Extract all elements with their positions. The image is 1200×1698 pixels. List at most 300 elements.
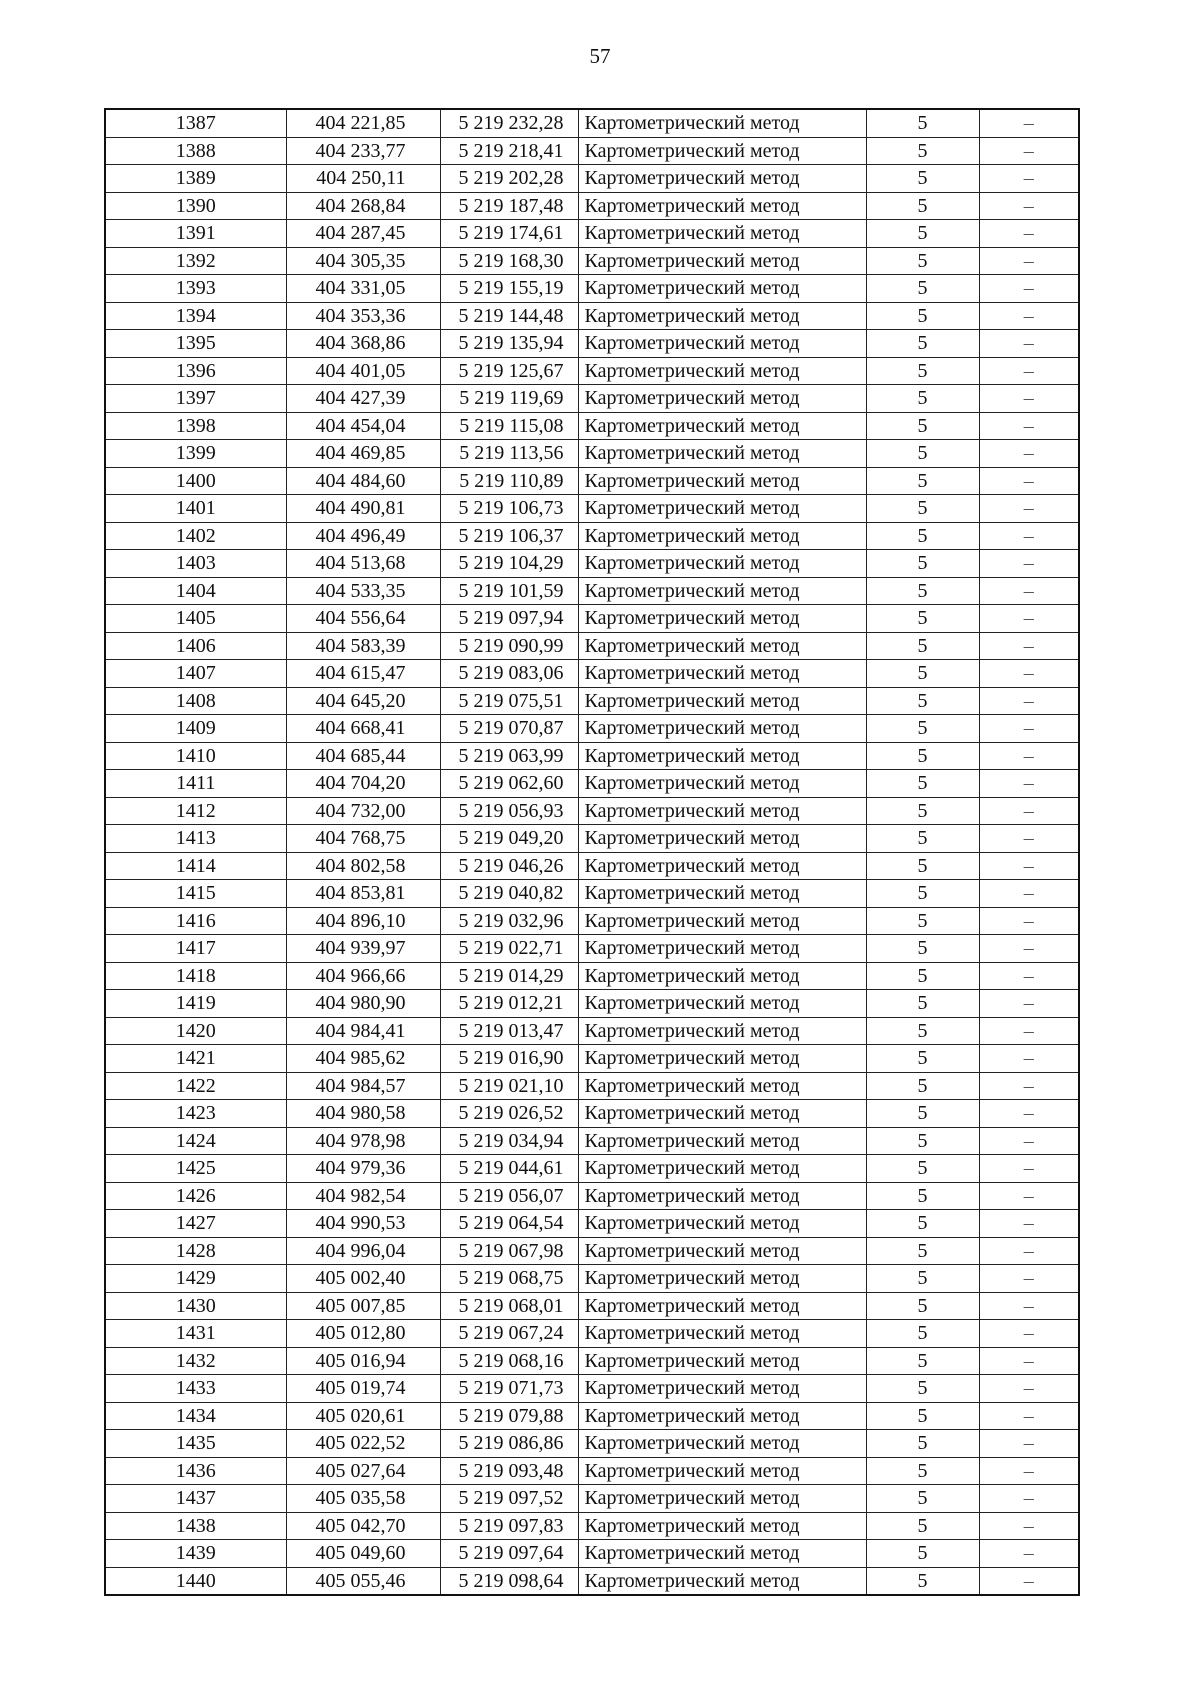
table-row	[105, 109, 1079, 137]
x-coordinate-cell: 404 990,53	[286, 1210, 440, 1238]
y-coordinate-cell: 5 219 098,64	[440, 1567, 578, 1595]
accuracy-cell: 5	[866, 550, 979, 578]
method-cell: Картометрический метод	[578, 385, 866, 413]
method-cell: Картометрический метод	[578, 660, 866, 688]
note-cell: –	[979, 1045, 1079, 1073]
method-cell: Картометрический метод	[578, 1292, 866, 1320]
x-coordinate-cell: 404 490,81	[286, 495, 440, 523]
y-coordinate-cell: 5 219 101,59	[440, 577, 578, 605]
note-cell: –	[979, 852, 1079, 880]
table-row	[105, 1540, 1079, 1568]
note-cell: –	[979, 1072, 1079, 1100]
note-cell: –	[979, 412, 1079, 440]
table-row	[105, 1485, 1079, 1513]
x-coordinate-cell: 404 939,97	[286, 935, 440, 963]
accuracy-cell: 5	[866, 907, 979, 935]
accuracy-cell: 5	[866, 632, 979, 660]
method-cell: Картометрический метод	[578, 1127, 866, 1155]
method-cell: Картометрический метод	[578, 880, 866, 908]
method-cell: Картометрический метод	[578, 1457, 866, 1485]
x-coordinate-cell: 404 982,54	[286, 1182, 440, 1210]
x-coordinate-cell: 404 704,20	[286, 770, 440, 798]
x-coordinate-cell: 405 012,80	[286, 1320, 440, 1348]
note-cell: –	[979, 687, 1079, 715]
method-cell: Картометрический метод	[578, 1210, 866, 1238]
x-coordinate-cell: 405 007,85	[286, 1292, 440, 1320]
method-cell: Картометрический метод	[578, 687, 866, 715]
point-number-cell: 1440	[105, 1567, 286, 1595]
coordinates-table	[104, 108, 1080, 1596]
point-number-cell: 1430	[105, 1292, 286, 1320]
x-coordinate-cell: 404 985,62	[286, 1045, 440, 1073]
note-cell: –	[979, 1567, 1079, 1595]
y-coordinate-cell: 5 219 062,60	[440, 770, 578, 798]
table-row	[105, 275, 1079, 303]
y-coordinate-cell: 5 219 093,48	[440, 1457, 578, 1485]
y-coordinate-cell: 5 219 097,83	[440, 1512, 578, 1540]
note-cell: –	[979, 1375, 1079, 1403]
method-cell: Картометрический метод	[578, 1045, 866, 1073]
accuracy-cell: 5	[866, 467, 979, 495]
y-coordinate-cell: 5 219 097,64	[440, 1540, 578, 1568]
accuracy-cell: 5	[866, 1512, 979, 1540]
point-number-cell: 1405	[105, 605, 286, 633]
x-coordinate-cell: 405 019,74	[286, 1375, 440, 1403]
x-coordinate-cell: 404 802,58	[286, 852, 440, 880]
x-coordinate-cell: 405 016,94	[286, 1347, 440, 1375]
method-cell: Картометрический метод	[578, 577, 866, 605]
note-cell: –	[979, 385, 1079, 413]
x-coordinate-cell: 404 768,75	[286, 825, 440, 853]
note-cell: –	[979, 522, 1079, 550]
table-row	[105, 357, 1079, 385]
note-cell: –	[979, 825, 1079, 853]
y-coordinate-cell: 5 219 125,67	[440, 357, 578, 385]
table-row	[105, 1402, 1079, 1430]
note-cell: –	[979, 797, 1079, 825]
note-cell: –	[979, 1512, 1079, 1540]
x-coordinate-cell: 404 287,45	[286, 220, 440, 248]
note-cell: –	[979, 605, 1079, 633]
y-coordinate-cell: 5 219 034,94	[440, 1127, 578, 1155]
method-cell: Картометрический метод	[578, 1017, 866, 1045]
accuracy-cell: 5	[866, 687, 979, 715]
table-row	[105, 1292, 1079, 1320]
note-cell: –	[979, 1182, 1079, 1210]
accuracy-cell: 5	[866, 192, 979, 220]
method-cell: Картометрический метод	[578, 1485, 866, 1513]
y-coordinate-cell: 5 219 022,71	[440, 935, 578, 963]
point-number-cell: 1429	[105, 1265, 286, 1293]
accuracy-cell: 5	[866, 797, 979, 825]
y-coordinate-cell: 5 219 021,10	[440, 1072, 578, 1100]
method-cell: Картометрический метод	[578, 247, 866, 275]
point-number-cell: 1425	[105, 1155, 286, 1183]
accuracy-cell: 5	[866, 852, 979, 880]
table-row	[105, 1567, 1079, 1595]
x-coordinate-cell: 404 615,47	[286, 660, 440, 688]
accuracy-cell: 5	[866, 1210, 979, 1238]
method-cell: Картометрический метод	[578, 1375, 866, 1403]
y-coordinate-cell: 5 219 063,99	[440, 742, 578, 770]
accuracy-cell: 5	[866, 1127, 979, 1155]
method-cell: Картометрический метод	[578, 137, 866, 165]
table-row	[105, 412, 1079, 440]
point-number-cell: 1438	[105, 1512, 286, 1540]
table-row	[105, 1237, 1079, 1265]
method-cell: Картометрический метод	[578, 990, 866, 1018]
note-cell: –	[979, 715, 1079, 743]
point-number-cell: 1416	[105, 907, 286, 935]
method-cell: Картометрический метод	[578, 962, 866, 990]
x-coordinate-cell: 404 996,04	[286, 1237, 440, 1265]
point-number-cell: 1403	[105, 550, 286, 578]
method-cell: Картометрический метод	[578, 467, 866, 495]
y-coordinate-cell: 5 219 144,48	[440, 302, 578, 330]
method-cell: Картометрический метод	[578, 192, 866, 220]
note-cell: –	[979, 1402, 1079, 1430]
accuracy-cell: 5	[866, 385, 979, 413]
x-coordinate-cell: 404 221,85	[286, 109, 440, 137]
point-number-cell: 1393	[105, 275, 286, 303]
x-coordinate-cell: 404 583,39	[286, 632, 440, 660]
note-cell: –	[979, 495, 1079, 523]
table-row	[105, 165, 1079, 193]
method-cell: Картометрический метод	[578, 1320, 866, 1348]
y-coordinate-cell: 5 219 110,89	[440, 467, 578, 495]
table-row	[105, 550, 1079, 578]
accuracy-cell: 5	[866, 302, 979, 330]
y-coordinate-cell: 5 219 218,41	[440, 137, 578, 165]
x-coordinate-cell: 405 055,46	[286, 1567, 440, 1595]
x-coordinate-cell: 404 513,68	[286, 550, 440, 578]
table-row	[105, 1072, 1079, 1100]
point-number-cell: 1404	[105, 577, 286, 605]
y-coordinate-cell: 5 219 044,61	[440, 1155, 578, 1183]
y-coordinate-cell: 5 219 174,61	[440, 220, 578, 248]
y-coordinate-cell: 5 219 104,29	[440, 550, 578, 578]
x-coordinate-cell: 404 484,60	[286, 467, 440, 495]
y-coordinate-cell: 5 219 012,21	[440, 990, 578, 1018]
accuracy-cell: 5	[866, 1402, 979, 1430]
table-row	[105, 440, 1079, 468]
method-cell: Картометрический метод	[578, 1072, 866, 1100]
table-row	[105, 1320, 1079, 1348]
x-coordinate-cell: 405 027,64	[286, 1457, 440, 1485]
x-coordinate-cell: 404 353,36	[286, 302, 440, 330]
point-number-cell: 1435	[105, 1430, 286, 1458]
x-coordinate-cell: 404 401,05	[286, 357, 440, 385]
point-number-cell: 1387	[105, 109, 286, 137]
x-coordinate-cell: 404 454,04	[286, 412, 440, 440]
y-coordinate-cell: 5 219 016,90	[440, 1045, 578, 1073]
x-coordinate-cell: 404 732,00	[286, 797, 440, 825]
point-number-cell: 1406	[105, 632, 286, 660]
table-row	[105, 1155, 1079, 1183]
method-cell: Картометрический метод	[578, 797, 866, 825]
x-coordinate-cell: 404 984,57	[286, 1072, 440, 1100]
method-cell: Картометрический метод	[578, 1402, 866, 1430]
method-cell: Картометрический метод	[578, 770, 866, 798]
point-number-cell: 1399	[105, 440, 286, 468]
point-number-cell: 1390	[105, 192, 286, 220]
y-coordinate-cell: 5 219 090,99	[440, 632, 578, 660]
y-coordinate-cell: 5 219 068,16	[440, 1347, 578, 1375]
point-number-cell: 1396	[105, 357, 286, 385]
accuracy-cell: 5	[866, 660, 979, 688]
accuracy-cell: 5	[866, 990, 979, 1018]
x-coordinate-cell: 405 020,61	[286, 1402, 440, 1430]
table-row	[105, 770, 1079, 798]
y-coordinate-cell: 5 219 013,47	[440, 1017, 578, 1045]
x-coordinate-cell: 404 979,36	[286, 1155, 440, 1183]
accuracy-cell: 5	[866, 962, 979, 990]
x-coordinate-cell: 404 233,77	[286, 137, 440, 165]
accuracy-cell: 5	[866, 825, 979, 853]
table-row	[105, 1045, 1079, 1073]
accuracy-cell: 5	[866, 715, 979, 743]
accuracy-cell: 5	[866, 880, 979, 908]
y-coordinate-cell: 5 219 064,54	[440, 1210, 578, 1238]
accuracy-cell: 5	[866, 412, 979, 440]
x-coordinate-cell: 404 556,64	[286, 605, 440, 633]
point-number-cell: 1413	[105, 825, 286, 853]
note-cell: –	[979, 577, 1079, 605]
y-coordinate-cell: 5 219 014,29	[440, 962, 578, 990]
table-row	[105, 1210, 1079, 1238]
accuracy-cell: 5	[866, 137, 979, 165]
accuracy-cell: 5	[866, 330, 979, 358]
accuracy-cell: 5	[866, 1100, 979, 1128]
accuracy-cell: 5	[866, 1265, 979, 1293]
point-number-cell: 1408	[105, 687, 286, 715]
point-number-cell: 1411	[105, 770, 286, 798]
note-cell: –	[979, 1210, 1079, 1238]
accuracy-cell: 5	[866, 357, 979, 385]
accuracy-cell: 5	[866, 165, 979, 193]
method-cell: Картометрический метод	[578, 1155, 866, 1183]
point-number-cell: 1392	[105, 247, 286, 275]
table-row	[105, 687, 1079, 715]
note-cell: –	[979, 1320, 1079, 1348]
point-number-cell: 1418	[105, 962, 286, 990]
point-number-cell: 1397	[105, 385, 286, 413]
y-coordinate-cell: 5 219 046,26	[440, 852, 578, 880]
table-row	[105, 1127, 1079, 1155]
y-coordinate-cell: 5 219 115,08	[440, 412, 578, 440]
point-number-cell: 1412	[105, 797, 286, 825]
table-row	[105, 1430, 1079, 1458]
y-coordinate-cell: 5 219 070,87	[440, 715, 578, 743]
note-cell: –	[979, 990, 1079, 1018]
accuracy-cell: 5	[866, 495, 979, 523]
point-number-cell: 1419	[105, 990, 286, 1018]
point-number-cell: 1424	[105, 1127, 286, 1155]
accuracy-cell: 5	[866, 440, 979, 468]
accuracy-cell: 5	[866, 1017, 979, 1045]
point-number-cell: 1414	[105, 852, 286, 880]
accuracy-cell: 5	[866, 1045, 979, 1073]
accuracy-cell: 5	[866, 247, 979, 275]
note-cell: –	[979, 109, 1079, 137]
point-number-cell: 1433	[105, 1375, 286, 1403]
point-number-cell: 1391	[105, 220, 286, 248]
x-coordinate-cell: 404 305,35	[286, 247, 440, 275]
point-number-cell: 1388	[105, 137, 286, 165]
accuracy-cell: 5	[866, 1182, 979, 1210]
x-coordinate-cell: 405 042,70	[286, 1512, 440, 1540]
accuracy-cell: 5	[866, 1237, 979, 1265]
accuracy-cell: 5	[866, 1155, 979, 1183]
table-row	[105, 742, 1079, 770]
y-coordinate-cell: 5 219 119,69	[440, 385, 578, 413]
accuracy-cell: 5	[866, 1567, 979, 1595]
point-number-cell: 1423	[105, 1100, 286, 1128]
x-coordinate-cell: 404 268,84	[286, 192, 440, 220]
table-row	[105, 220, 1079, 248]
x-coordinate-cell: 404 668,41	[286, 715, 440, 743]
table-row	[105, 1457, 1079, 1485]
point-number-cell: 1407	[105, 660, 286, 688]
table-row	[105, 1512, 1079, 1540]
y-coordinate-cell: 5 219 079,88	[440, 1402, 578, 1430]
method-cell: Картометрический метод	[578, 1512, 866, 1540]
note-cell: –	[979, 1127, 1079, 1155]
note-cell: –	[979, 467, 1079, 495]
method-cell: Картометрический метод	[578, 412, 866, 440]
note-cell: –	[979, 770, 1079, 798]
point-number-cell: 1421	[105, 1045, 286, 1073]
note-cell: –	[979, 302, 1079, 330]
note-cell: –	[979, 137, 1079, 165]
point-number-cell: 1431	[105, 1320, 286, 1348]
y-coordinate-cell: 5 219 106,37	[440, 522, 578, 550]
note-cell: –	[979, 275, 1079, 303]
x-coordinate-cell: 404 984,41	[286, 1017, 440, 1045]
table-row	[105, 495, 1079, 523]
table-row	[105, 1182, 1079, 1210]
point-number-cell: 1437	[105, 1485, 286, 1513]
y-coordinate-cell: 5 219 067,98	[440, 1237, 578, 1265]
y-coordinate-cell: 5 219 067,24	[440, 1320, 578, 1348]
method-cell: Картометрический метод	[578, 357, 866, 385]
x-coordinate-cell: 404 978,98	[286, 1127, 440, 1155]
point-number-cell: 1394	[105, 302, 286, 330]
note-cell: –	[979, 440, 1079, 468]
method-cell: Картометрический метод	[578, 495, 866, 523]
y-coordinate-cell: 5 219 032,96	[440, 907, 578, 935]
table-row	[105, 1375, 1079, 1403]
table-row	[105, 660, 1079, 688]
note-cell: –	[979, 1485, 1079, 1513]
accuracy-cell: 5	[866, 742, 979, 770]
x-coordinate-cell: 404 966,66	[286, 962, 440, 990]
note-cell: –	[979, 357, 1079, 385]
note-cell: –	[979, 192, 1079, 220]
x-coordinate-cell: 404 368,86	[286, 330, 440, 358]
method-cell: Картометрический метод	[578, 109, 866, 137]
method-cell: Картометрический метод	[578, 1540, 866, 1568]
note-cell: –	[979, 165, 1079, 193]
x-coordinate-cell: 405 002,40	[286, 1265, 440, 1293]
note-cell: –	[979, 1292, 1079, 1320]
accuracy-cell: 5	[866, 605, 979, 633]
method-cell: Картометрический метод	[578, 742, 866, 770]
method-cell: Картометрический метод	[578, 1265, 866, 1293]
table-row	[105, 137, 1079, 165]
note-cell: –	[979, 962, 1079, 990]
x-coordinate-cell: 404 533,35	[286, 577, 440, 605]
y-coordinate-cell: 5 219 155,19	[440, 275, 578, 303]
method-cell: Картометрический метод	[578, 605, 866, 633]
table-row	[105, 330, 1079, 358]
note-cell: –	[979, 1237, 1079, 1265]
point-number-cell: 1427	[105, 1210, 286, 1238]
note-cell: –	[979, 632, 1079, 660]
table-row	[105, 302, 1079, 330]
y-coordinate-cell: 5 219 049,20	[440, 825, 578, 853]
note-cell: –	[979, 880, 1079, 908]
note-cell: –	[979, 1457, 1079, 1485]
table-row	[105, 385, 1079, 413]
x-coordinate-cell: 404 427,39	[286, 385, 440, 413]
method-cell: Картометрический метод	[578, 302, 866, 330]
method-cell: Картометрический метод	[578, 1100, 866, 1128]
table-row	[105, 962, 1079, 990]
point-number-cell: 1420	[105, 1017, 286, 1045]
x-coordinate-cell: 404 331,05	[286, 275, 440, 303]
point-number-cell: 1422	[105, 1072, 286, 1100]
accuracy-cell: 5	[866, 1292, 979, 1320]
method-cell: Картометрический метод	[578, 275, 866, 303]
method-cell: Картометрический метод	[578, 907, 866, 935]
method-cell: Картометрический метод	[578, 330, 866, 358]
note-cell: –	[979, 1155, 1079, 1183]
method-cell: Картометрический метод	[578, 550, 866, 578]
point-number-cell: 1436	[105, 1457, 286, 1485]
y-coordinate-cell: 5 219 097,52	[440, 1485, 578, 1513]
x-coordinate-cell: 405 049,60	[286, 1540, 440, 1568]
table-row	[105, 247, 1079, 275]
x-coordinate-cell: 405 035,58	[286, 1485, 440, 1513]
table-row	[105, 467, 1079, 495]
x-coordinate-cell: 404 469,85	[286, 440, 440, 468]
point-number-cell: 1401	[105, 495, 286, 523]
point-number-cell: 1410	[105, 742, 286, 770]
note-cell: –	[979, 330, 1079, 358]
note-cell: –	[979, 220, 1079, 248]
y-coordinate-cell: 5 219 097,94	[440, 605, 578, 633]
x-coordinate-cell: 404 250,11	[286, 165, 440, 193]
note-cell: –	[979, 1100, 1079, 1128]
method-cell: Картометрический метод	[578, 1567, 866, 1595]
x-coordinate-cell: 404 496,49	[286, 522, 440, 550]
table-row	[105, 632, 1079, 660]
point-number-cell: 1400	[105, 467, 286, 495]
y-coordinate-cell: 5 219 135,94	[440, 330, 578, 358]
note-cell: –	[979, 1265, 1079, 1293]
y-coordinate-cell: 5 219 083,06	[440, 660, 578, 688]
point-number-cell: 1428	[105, 1237, 286, 1265]
x-coordinate-cell: 404 980,58	[286, 1100, 440, 1128]
table-row	[105, 990, 1079, 1018]
note-cell: –	[979, 742, 1079, 770]
note-cell: –	[979, 907, 1079, 935]
point-number-cell: 1417	[105, 935, 286, 963]
point-number-cell: 1409	[105, 715, 286, 743]
x-coordinate-cell: 404 685,44	[286, 742, 440, 770]
y-coordinate-cell: 5 219 086,86	[440, 1430, 578, 1458]
